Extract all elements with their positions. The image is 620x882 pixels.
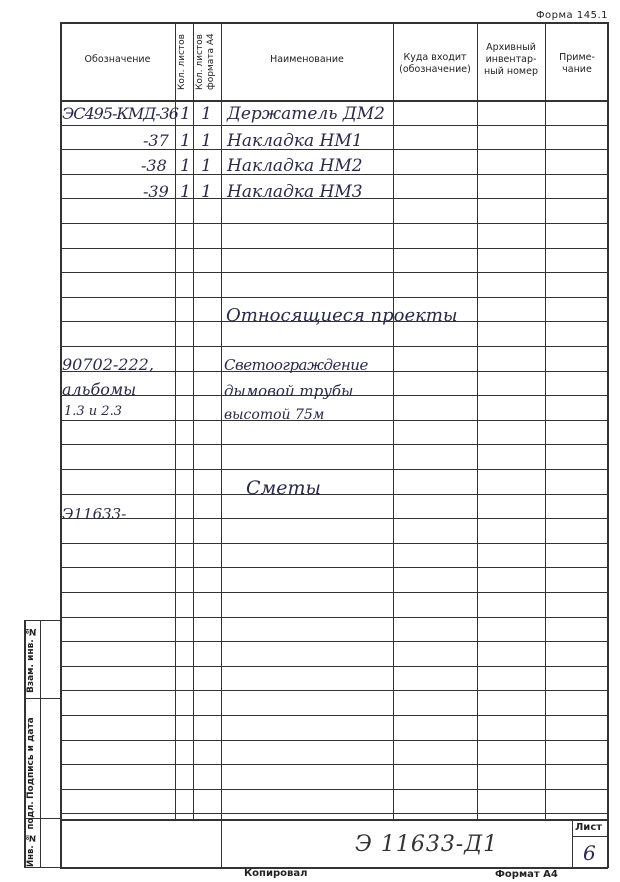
stamp-sheet-label: Лист [575,822,603,833]
row-line [60,789,608,790]
header-name: Наименование [270,54,344,65]
header-where-used: Куда входит (обозначение) [399,52,471,75]
side-label-podpis: Подпись и дата [26,717,36,800]
row-line [60,567,608,568]
row-2-a4: 1 [201,131,212,151]
row-line [60,420,608,421]
row-4-designation: -39 [143,182,169,201]
row-line [60,592,608,593]
stamp-doc-number: Э 11633-Д1 [355,832,499,857]
row-4-sheets: 1 [180,182,191,202]
row-line [60,740,608,741]
header-a4-count: Кол. листов формата А4 [195,33,216,91]
footer-format: Формат А4 [495,869,558,880]
row-line [60,125,608,126]
row-line [60,297,608,298]
row-line [60,813,608,814]
row-line [60,494,608,495]
row-3-name: Накладка НМ2 [227,156,363,176]
header-designation: Обозначение [84,54,151,65]
row-line [60,666,608,667]
row-3-designation: -38 [141,156,167,175]
row-line [60,518,608,519]
footer-copied: Копировал [244,868,308,879]
row-4-name: Накладка НМ3 [227,182,363,202]
row-line [60,346,608,347]
related-designation-1: 90702-222, [62,355,154,374]
row-line [60,641,608,642]
row-2-sheets: 1 [180,131,191,151]
row-line [60,223,608,224]
row-1-a4: 1 [201,104,212,124]
related-name-1: Светоограждение [224,356,368,374]
form-label: Форма 145.1 [535,10,608,21]
header-note: Приме-чание [559,52,595,75]
related-designation-2: альбомы [62,380,137,399]
related-heading: Относящиеся проекты [226,305,458,326]
row-3-a4: 1 [201,156,212,176]
row-4-a4: 1 [201,182,212,202]
row-1-sheets: 1 [180,104,191,124]
row-line [60,690,608,691]
related-designation-3: 1.3 и 2.3 [64,404,122,419]
row-2-designation: -37 [143,131,169,150]
header-sheets-count: Кол. листов [177,34,187,90]
row-2-name: Накладка НМ1 [227,131,363,151]
row-1-name: Держатель ДМ2 [227,104,385,124]
row-line [60,715,608,716]
row-line [60,469,608,470]
row-line [60,444,608,445]
header-archive: Архивный инвентар-ный номер [484,42,538,77]
row-line [60,272,608,273]
row-line [60,764,608,765]
row-3-sheets: 1 [180,156,191,176]
estimate-designation: Э11633- [62,505,127,523]
row-line [60,248,608,249]
side-label-vzam: Взам. инв. № [26,626,36,693]
related-name-2: дымовой трубы [224,382,354,400]
row-line [60,617,608,618]
row-1-designation: ЭС495-КМД-36 [62,104,178,123]
estimates-heading: Сметы [246,477,322,499]
side-label-inv-podl: Инв. № подл. [26,801,36,867]
row-line [60,543,608,544]
related-name-3: высотой 75м [224,407,325,423]
stamp-sheet-number: 6 [583,841,596,865]
